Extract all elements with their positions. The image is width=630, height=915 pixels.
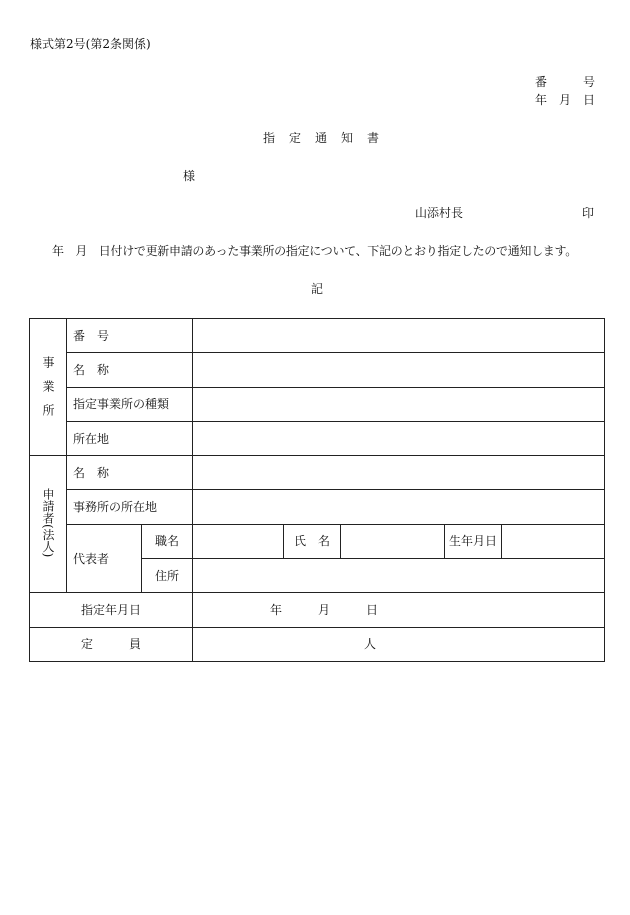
office-section-label-cell — [30, 319, 67, 456]
representative-row-main — [30, 524, 605, 558]
seal-mark: 印 — [582, 206, 595, 220]
representative-birthdate-field — [502, 524, 605, 558]
office-number-label: 番 号 — [67, 319, 193, 353]
office-address-label: 所在地 — [67, 421, 193, 455]
representative-address-field — [193, 559, 605, 593]
office-row-type — [30, 387, 605, 421]
applicant-section-label: 申請者(法人) — [41, 488, 55, 558]
applicant-row-name — [30, 456, 605, 490]
notice-body: 年 月 日付けで更新申請のあった事業所の指定について、下記のとおり指定したので通知します。 — [52, 244, 577, 258]
representative-birthdate-label: 生年月日 — [445, 524, 502, 558]
applicant-section-label-cell — [30, 456, 67, 593]
representative-address-label: 住所 — [142, 559, 193, 593]
office-row-number — [30, 319, 605, 353]
applicant-office-address-label: 事務所の所在地 — [67, 490, 193, 524]
representative-title-field — [193, 524, 284, 558]
representative-label: 代表者 — [67, 524, 142, 593]
document-number-label: 番 号 — [535, 75, 596, 89]
sender-name: 山添村長 — [415, 206, 464, 220]
document-date-label: 年 月 日 — [535, 93, 596, 107]
office-type-label: 指定事業所の種類 — [67, 387, 193, 421]
representative-name-label: 氏 名 — [284, 524, 341, 558]
office-name-label: 名 称 — [67, 353, 193, 387]
office-type-field — [193, 387, 605, 421]
applicant-row-office-address — [30, 490, 605, 524]
applicant-office-address-field — [193, 490, 605, 524]
office-row-name — [30, 353, 605, 387]
document-title: 指 定 通 知 書 — [263, 131, 381, 145]
office-section-label: 事業所 — [41, 355, 55, 428]
office-row-address — [30, 421, 605, 455]
office-name-field — [193, 353, 605, 387]
addressee-suffix: 様 — [183, 169, 196, 183]
capacity-label: 定 員 — [30, 627, 193, 661]
office-number-field — [193, 319, 605, 353]
designation-date-row — [30, 593, 605, 627]
designation-date-value: 年 月 日 — [193, 593, 605, 627]
applicant-name-label: 名 称 — [67, 456, 193, 490]
form-number: 様式第2号(第2条関係) — [30, 37, 151, 51]
capacity-unit: 人 — [193, 627, 605, 661]
capacity-row — [30, 627, 605, 661]
representative-name-field — [341, 524, 445, 558]
ki-heading: 記 — [311, 282, 324, 296]
designation-table — [29, 318, 605, 662]
designation-date-label: 指定年月日 — [30, 593, 193, 627]
applicant-name-field — [193, 456, 605, 490]
office-address-field — [193, 421, 605, 455]
representative-title-label: 職名 — [142, 524, 193, 558]
